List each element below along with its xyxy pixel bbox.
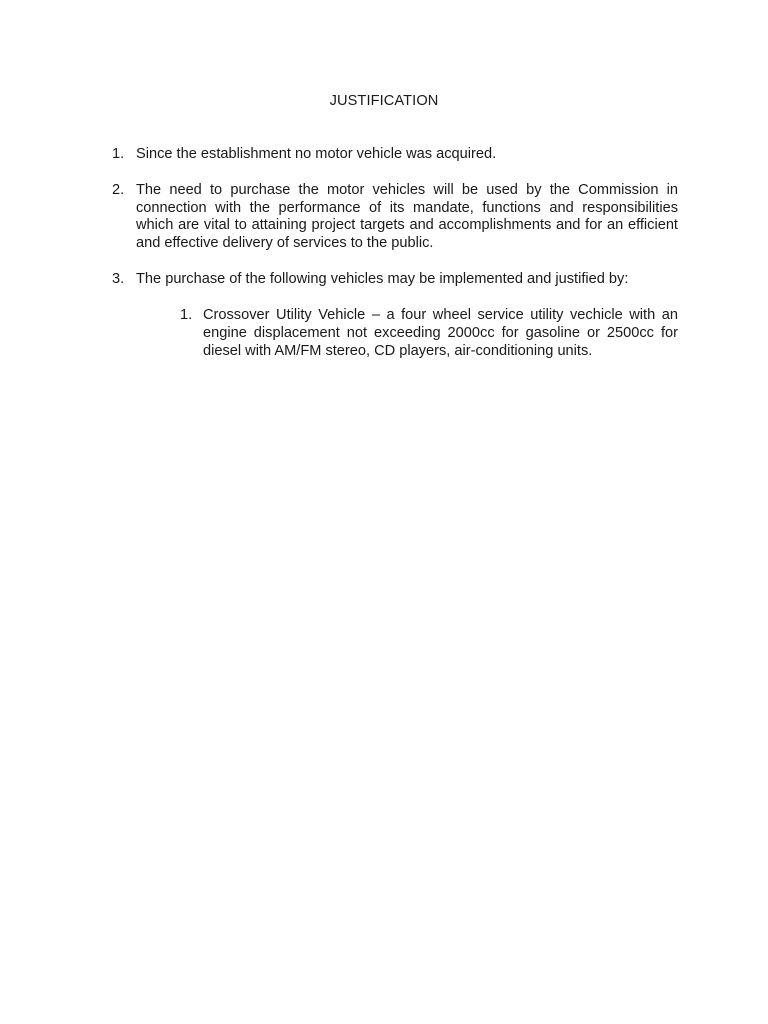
document-title: JUSTIFICATION (329, 93, 439, 109)
list-item-3-number: 3. (112, 271, 125, 287)
list-item-2 (112, 182, 678, 252)
sub-list-item-1-number: 1. (180, 307, 193, 323)
list-item-2-number: 2. (112, 182, 125, 198)
list-item-1-text: Since the establishment no motor vehicle was acquired. (136, 146, 497, 162)
list-item-3 (112, 271, 678, 289)
list-item-1 (112, 146, 678, 164)
sub-list-item-1 (180, 306, 678, 360)
list-item-2-text: The need to purchase the motor vehicles will be used by the Commission in connection with the performance of its mandate, functions and responsibilities which are vital to attaining project targets and accomplishments and for an efficient and effective delivery of services to the public. (136, 182, 678, 251)
sub-list-item-1-text: Crossover Utility Vehicle – a four wheel service utility vechicle with an engine displacement not exceeding 2000cc for gasoline or 2500cc for diesel with AM/FM stereo, CD players, air-conditioning units. (203, 307, 678, 359)
list-item-1-number: 1. (112, 146, 125, 162)
list-item-3-text: The purchase of the following vehicles may be implemented and justified by: (136, 271, 629, 287)
